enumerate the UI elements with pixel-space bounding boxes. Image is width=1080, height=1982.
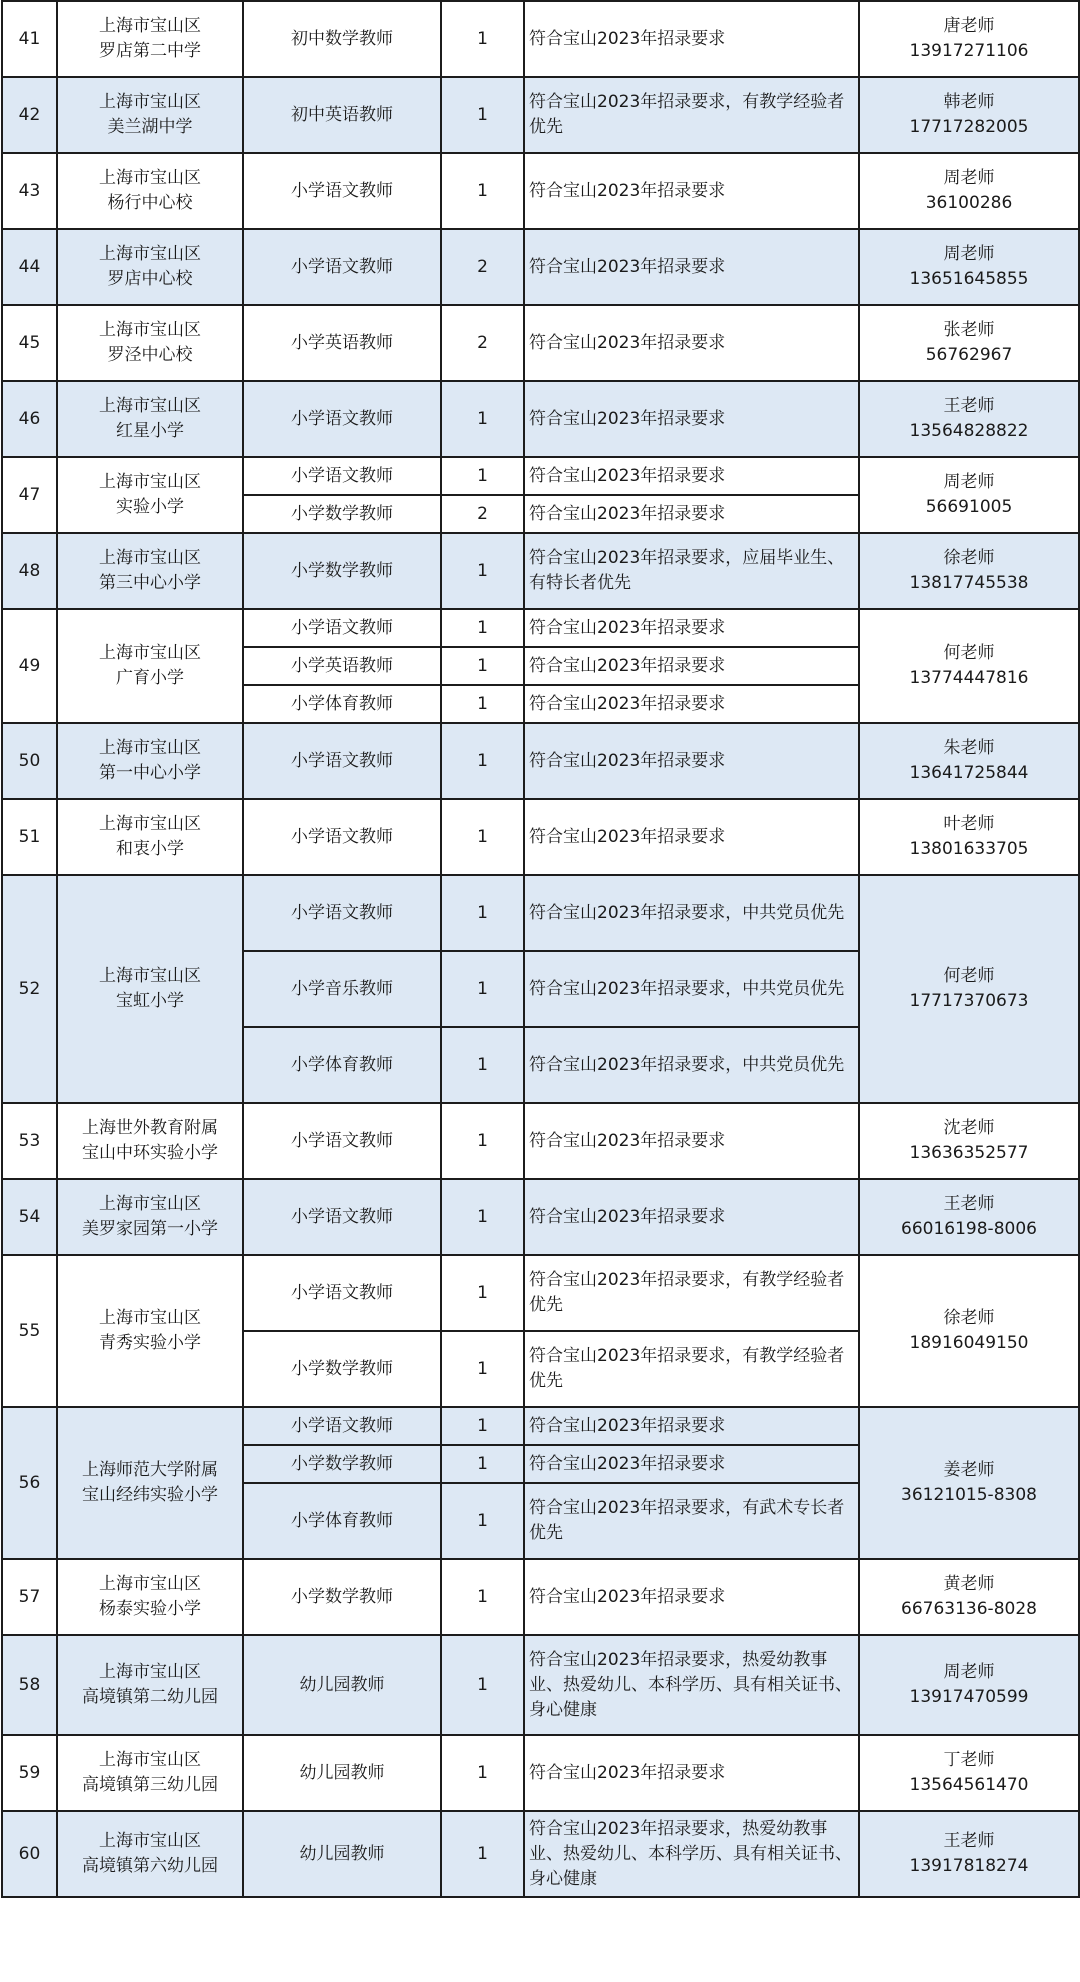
requirement-cell: 符合宝山2023年招录要求 — [524, 723, 859, 799]
row-number-cell: 50 — [2, 723, 57, 799]
contact-name: 何老师 — [943, 643, 995, 663]
row-number-cell: 58 — [2, 1635, 57, 1735]
contact-cell — [859, 1, 1079, 77]
position-cell: 小学语文教师 — [243, 609, 441, 647]
table-row — [2, 229, 1079, 305]
headcount-cell: 1 — [441, 723, 524, 799]
school-name-line: 和衷小学 — [116, 839, 184, 859]
school-name-line: 青秀实验小学 — [99, 1333, 201, 1353]
contact-name: 唐老师 — [943, 16, 995, 36]
school-name-line: 上海市宝山区 — [99, 1831, 201, 1851]
position-cell: 小学语文教师 — [243, 799, 441, 875]
school-name-cell — [57, 1735, 243, 1811]
table-row — [2, 153, 1079, 229]
school-name-cell — [57, 77, 243, 153]
contact-name: 姜老师 — [943, 1460, 995, 1480]
requirement-cell: 符合宝山2023年招录要求 — [524, 1559, 859, 1635]
position-cell: 小学语文教师 — [243, 457, 441, 495]
position-cell: 小学数学教师 — [243, 1559, 441, 1635]
requirement-cell: 符合宝山2023年招录要求 — [524, 229, 859, 305]
requirement-cell: 符合宝山2023年招录要求，热爱幼教事业、热爱幼儿、本科学历、具有相关证书、身心健康 — [524, 1635, 859, 1735]
school-name-line: 上海市宝山区 — [99, 814, 201, 834]
school-name-line: 上海市宝山区 — [99, 168, 201, 188]
contact-phone: 18916049150 — [909, 1333, 1029, 1353]
school-name-cell — [57, 1635, 243, 1735]
school-name-line: 上海市宝山区 — [99, 1662, 201, 1682]
requirement-cell: 符合宝山2023年招录要求 — [524, 1445, 859, 1483]
position-cell: 小学语文教师 — [243, 1255, 441, 1331]
requirement-cell: 符合宝山2023年招录要求 — [524, 647, 859, 685]
headcount-cell: 1 — [441, 1483, 524, 1559]
requirement-cell: 符合宝山2023年招录要求 — [524, 495, 859, 533]
row-number-cell: 44 — [2, 229, 57, 305]
school-name-line: 红星小学 — [116, 421, 184, 441]
contact-phone: 13817745538 — [909, 573, 1029, 593]
position-cell: 小学体育教师 — [243, 1027, 441, 1103]
contact-cell — [859, 1735, 1079, 1811]
contact-cell — [859, 77, 1079, 153]
contact-name: 黄老师 — [943, 1574, 995, 1594]
requirement-cell: 符合宝山2023年招录要求，应届毕业生、有特长者优先 — [524, 533, 859, 609]
contact-cell — [859, 799, 1079, 875]
contact-phone: 13641725844 — [909, 763, 1029, 783]
row-number-cell: 56 — [2, 1407, 57, 1559]
contact-phone: 17717282005 — [909, 117, 1029, 137]
contact-cell — [859, 723, 1079, 799]
contact-name: 周老师 — [943, 1662, 995, 1682]
position-cell: 初中数学教师 — [243, 1, 441, 77]
row-number-cell: 53 — [2, 1103, 57, 1179]
contact-cell — [859, 1635, 1079, 1735]
school-name-line: 罗店中心校 — [107, 269, 193, 289]
contact-phone: 56691005 — [925, 497, 1013, 517]
contact-name: 丁老师 — [943, 1750, 995, 1770]
school-name-cell — [57, 153, 243, 229]
contact-name: 周老师 — [943, 472, 995, 492]
school-name-line: 上海市宝山区 — [99, 92, 201, 112]
table-row — [2, 1735, 1079, 1811]
headcount-cell: 1 — [441, 951, 524, 1027]
headcount-cell: 1 — [441, 381, 524, 457]
position-cell: 小学数学教师 — [243, 533, 441, 609]
school-name-cell — [57, 1179, 243, 1255]
contact-phone: 13917271106 — [909, 41, 1029, 61]
position-cell: 小学语文教师 — [243, 1407, 441, 1445]
requirement-cell: 符合宝山2023年招录要求，有武术专长者优先 — [524, 1483, 859, 1559]
row-number-cell: 43 — [2, 153, 57, 229]
position-cell: 小学体育教师 — [243, 685, 441, 723]
row-number-cell: 47 — [2, 457, 57, 533]
row-number-cell: 42 — [2, 77, 57, 153]
requirement-cell: 符合宝山2023年招录要求 — [524, 305, 859, 381]
school-name-cell — [57, 381, 243, 457]
contact-name: 徐老师 — [943, 548, 995, 568]
position-cell: 小学音乐教师 — [243, 951, 441, 1027]
row-number-cell: 59 — [2, 1735, 57, 1811]
table-row — [2, 457, 1079, 495]
school-name-line: 上海市宝山区 — [99, 548, 201, 568]
table-row — [2, 533, 1079, 609]
contact-cell — [859, 381, 1079, 457]
contact-phone: 13917470599 — [909, 1687, 1029, 1707]
school-name-line: 上海市宝山区 — [99, 396, 201, 416]
position-cell: 小学语文教师 — [243, 153, 441, 229]
row-number-cell: 46 — [2, 381, 57, 457]
table-row — [2, 1179, 1079, 1255]
headcount-cell: 1 — [441, 1255, 524, 1331]
contact-cell — [859, 457, 1079, 533]
contact-phone: 17717370673 — [909, 991, 1029, 1011]
requirement-cell: 符合宝山2023年招录要求 — [524, 609, 859, 647]
headcount-cell: 1 — [441, 1331, 524, 1407]
requirement-cell: 符合宝山2023年招录要求 — [524, 1735, 859, 1811]
position-cell: 小学语文教师 — [243, 1179, 441, 1255]
row-number-cell: 45 — [2, 305, 57, 381]
headcount-cell: 1 — [441, 1445, 524, 1483]
table-row — [2, 609, 1079, 647]
school-name-line: 第一中心小学 — [99, 763, 201, 783]
requirement-cell: 符合宝山2023年招录要求，有教学经验者优先 — [524, 1255, 859, 1331]
position-cell: 初中英语教师 — [243, 77, 441, 153]
row-number-cell: 52 — [2, 875, 57, 1103]
headcount-cell: 1 — [441, 1027, 524, 1103]
table-row — [2, 1635, 1079, 1735]
school-name-line: 上海市宝山区 — [99, 1194, 201, 1214]
school-name-line: 上海市宝山区 — [99, 738, 201, 758]
headcount-cell: 1 — [441, 1179, 524, 1255]
contact-name: 韩老师 — [943, 92, 995, 112]
headcount-cell: 1 — [441, 1811, 524, 1897]
contact-phone: 66016198-8006 — [901, 1219, 1037, 1239]
school-name-cell — [57, 723, 243, 799]
headcount-cell: 1 — [441, 875, 524, 951]
recruitment-table — [1, 0, 1080, 1898]
table-body — [2, 1, 1079, 1897]
row-number-cell: 55 — [2, 1255, 57, 1407]
recruitment-table-container — [1, 0, 1080, 1898]
contact-name: 叶老师 — [943, 814, 995, 834]
table-row — [2, 1811, 1079, 1897]
contact-cell — [859, 1559, 1079, 1635]
contact-name: 沈老师 — [943, 1118, 995, 1138]
school-name-line: 上海市宝山区 — [99, 472, 201, 492]
contact-cell — [859, 533, 1079, 609]
contact-phone: 13917818274 — [909, 1856, 1029, 1876]
headcount-cell: 2 — [441, 495, 524, 533]
row-number-cell: 41 — [2, 1, 57, 77]
school-name-cell — [57, 457, 243, 533]
headcount-cell: 1 — [441, 533, 524, 609]
school-name-line: 实验小学 — [116, 497, 184, 517]
school-name-line: 上海市宝山区 — [99, 320, 201, 340]
headcount-cell: 1 — [441, 77, 524, 153]
school-name-line: 上海市宝山区 — [99, 244, 201, 264]
position-cell: 小学体育教师 — [243, 1483, 441, 1559]
position-cell: 小学语文教师 — [243, 229, 441, 305]
school-name-line: 罗泾中心校 — [107, 345, 193, 365]
position-cell: 小学语文教师 — [243, 723, 441, 799]
contact-cell — [859, 1407, 1079, 1559]
school-name-cell — [57, 1, 243, 77]
table-row — [2, 1103, 1079, 1179]
school-name-cell — [57, 875, 243, 1103]
contact-name: 周老师 — [943, 168, 995, 188]
school-name-line: 高境镇第三幼儿园 — [82, 1775, 218, 1795]
school-name-line: 杨泰实验小学 — [99, 1599, 201, 1619]
school-name-cell — [57, 305, 243, 381]
contact-cell — [859, 609, 1079, 723]
headcount-cell: 1 — [441, 647, 524, 685]
school-name-line: 广育小学 — [116, 668, 184, 688]
headcount-cell: 1 — [441, 799, 524, 875]
school-name-line: 上海市宝山区 — [99, 1750, 201, 1770]
table-row — [2, 77, 1079, 153]
contact-name: 何老师 — [943, 966, 995, 986]
position-cell: 小学数学教师 — [243, 1445, 441, 1483]
headcount-cell: 1 — [441, 1635, 524, 1735]
requirement-cell: 符合宝山2023年招录要求，中共党员优先 — [524, 1027, 859, 1103]
contact-name: 王老师 — [943, 1194, 995, 1214]
table-row — [2, 1407, 1079, 1445]
contact-phone: 36100286 — [925, 193, 1013, 213]
position-cell: 幼儿园教师 — [243, 1811, 441, 1897]
requirement-cell: 符合宝山2023年招录要求，中共党员优先 — [524, 951, 859, 1027]
position-cell: 小学语文教师 — [243, 1103, 441, 1179]
requirement-cell: 符合宝山2023年招录要求 — [524, 799, 859, 875]
row-number-cell: 51 — [2, 799, 57, 875]
contact-phone: 13564561470 — [909, 1775, 1029, 1795]
school-name-cell — [57, 1811, 243, 1897]
position-cell: 小学语文教师 — [243, 875, 441, 951]
contact-cell — [859, 153, 1079, 229]
headcount-cell: 2 — [441, 305, 524, 381]
headcount-cell: 1 — [441, 685, 524, 723]
position-cell: 小学语文教师 — [243, 381, 441, 457]
school-name-line: 上海市宝山区 — [99, 643, 201, 663]
contact-name: 徐老师 — [943, 1308, 995, 1328]
school-name-cell — [57, 1559, 243, 1635]
contact-phone: 13636352577 — [909, 1143, 1029, 1163]
contact-phone: 66763136-8028 — [901, 1599, 1037, 1619]
school-name-line: 美罗家园第一小学 — [82, 1219, 218, 1239]
contact-name: 朱老师 — [943, 738, 995, 758]
requirement-cell: 符合宝山2023年招录要求 — [524, 1179, 859, 1255]
table-row — [2, 1, 1079, 77]
requirement-cell: 符合宝山2023年招录要求 — [524, 457, 859, 495]
headcount-cell: 1 — [441, 1103, 524, 1179]
school-name-cell — [57, 1103, 243, 1179]
school-name-line: 杨行中心校 — [107, 193, 193, 213]
school-name-cell — [57, 533, 243, 609]
school-name-line: 上海市宝山区 — [99, 1308, 201, 1328]
contact-phone: 13564828822 — [909, 421, 1029, 441]
headcount-cell: 2 — [441, 229, 524, 305]
contact-phone: 13651645855 — [909, 269, 1029, 289]
requirement-cell: 符合宝山2023年招录要求，有教学经验者优先 — [524, 1331, 859, 1407]
school-name-cell — [57, 799, 243, 875]
headcount-cell: 1 — [441, 1559, 524, 1635]
requirement-cell: 符合宝山2023年招录要求 — [524, 1103, 859, 1179]
position-cell: 小学数学教师 — [243, 495, 441, 533]
headcount-cell: 1 — [441, 1407, 524, 1445]
school-name-line: 宝山经纬实验小学 — [82, 1485, 218, 1505]
requirement-cell: 符合宝山2023年招录要求 — [524, 685, 859, 723]
school-name-line: 美兰湖中学 — [107, 117, 193, 137]
row-number-cell: 57 — [2, 1559, 57, 1635]
table-row — [2, 1559, 1079, 1635]
position-cell: 幼儿园教师 — [243, 1635, 441, 1735]
school-name-line: 上海市宝山区 — [99, 966, 201, 986]
table-row — [2, 381, 1079, 457]
school-name-line: 高境镇第二幼儿园 — [82, 1687, 218, 1707]
row-number-cell: 60 — [2, 1811, 57, 1897]
contact-name: 周老师 — [943, 244, 995, 264]
headcount-cell: 1 — [441, 609, 524, 647]
table-row — [2, 875, 1079, 951]
position-cell: 小学英语教师 — [243, 647, 441, 685]
contact-phone: 56762967 — [925, 345, 1013, 365]
school-name-cell — [57, 1255, 243, 1407]
contact-name: 王老师 — [943, 396, 995, 416]
table-row — [2, 723, 1079, 799]
school-name-line: 上海师范大学附属 — [82, 1460, 218, 1480]
headcount-cell: 1 — [441, 457, 524, 495]
row-number-cell: 54 — [2, 1179, 57, 1255]
requirement-cell: 符合宝山2023年招录要求 — [524, 1407, 859, 1445]
school-name-line: 宝虹小学 — [116, 991, 184, 1011]
headcount-cell: 1 — [441, 1735, 524, 1811]
school-name-line: 上海世外教育附属 — [82, 1118, 218, 1138]
requirement-cell: 符合宝山2023年招录要求，热爱幼教事业、热爱幼儿、本科学历、具有相关证书、身心健康 — [524, 1811, 859, 1897]
requirement-cell: 符合宝山2023年招录要求 — [524, 1, 859, 77]
school-name-line: 宝山中环实验小学 — [82, 1143, 218, 1163]
school-name-cell — [57, 229, 243, 305]
school-name-cell — [57, 609, 243, 723]
contact-cell — [859, 229, 1079, 305]
contact-name: 王老师 — [943, 1831, 995, 1851]
contact-cell — [859, 305, 1079, 381]
table-row — [2, 305, 1079, 381]
requirement-cell: 符合宝山2023年招录要求，中共党员优先 — [524, 875, 859, 951]
school-name-line: 高境镇第六幼儿园 — [82, 1856, 218, 1876]
contact-cell — [859, 875, 1079, 1103]
school-name-line: 罗店第二中学 — [99, 41, 201, 61]
headcount-cell: 1 — [441, 153, 524, 229]
table-row — [2, 799, 1079, 875]
contact-phone: 13801633705 — [909, 839, 1029, 859]
requirement-cell: 符合宝山2023年招录要求 — [524, 153, 859, 229]
contact-cell — [859, 1811, 1079, 1897]
requirement-cell: 符合宝山2023年招录要求，有教学经验者优先 — [524, 77, 859, 153]
school-name-line: 第三中心小学 — [99, 573, 201, 593]
contact-phone: 13774447816 — [909, 668, 1029, 688]
row-number-cell: 49 — [2, 609, 57, 723]
contact-cell — [859, 1103, 1079, 1179]
row-number-cell: 48 — [2, 533, 57, 609]
requirement-cell: 符合宝山2023年招录要求 — [524, 381, 859, 457]
table-row — [2, 1255, 1079, 1331]
contact-name: 张老师 — [943, 320, 995, 340]
school-name-cell — [57, 1407, 243, 1559]
position-cell: 小学英语教师 — [243, 305, 441, 381]
contact-phone: 36121015-8308 — [901, 1485, 1037, 1505]
position-cell: 幼儿园教师 — [243, 1735, 441, 1811]
contact-cell — [859, 1255, 1079, 1407]
headcount-cell: 1 — [441, 1, 524, 77]
position-cell: 小学数学教师 — [243, 1331, 441, 1407]
contact-cell — [859, 1179, 1079, 1255]
school-name-line: 上海市宝山区 — [99, 1574, 201, 1594]
school-name-line: 上海市宝山区 — [99, 16, 201, 36]
